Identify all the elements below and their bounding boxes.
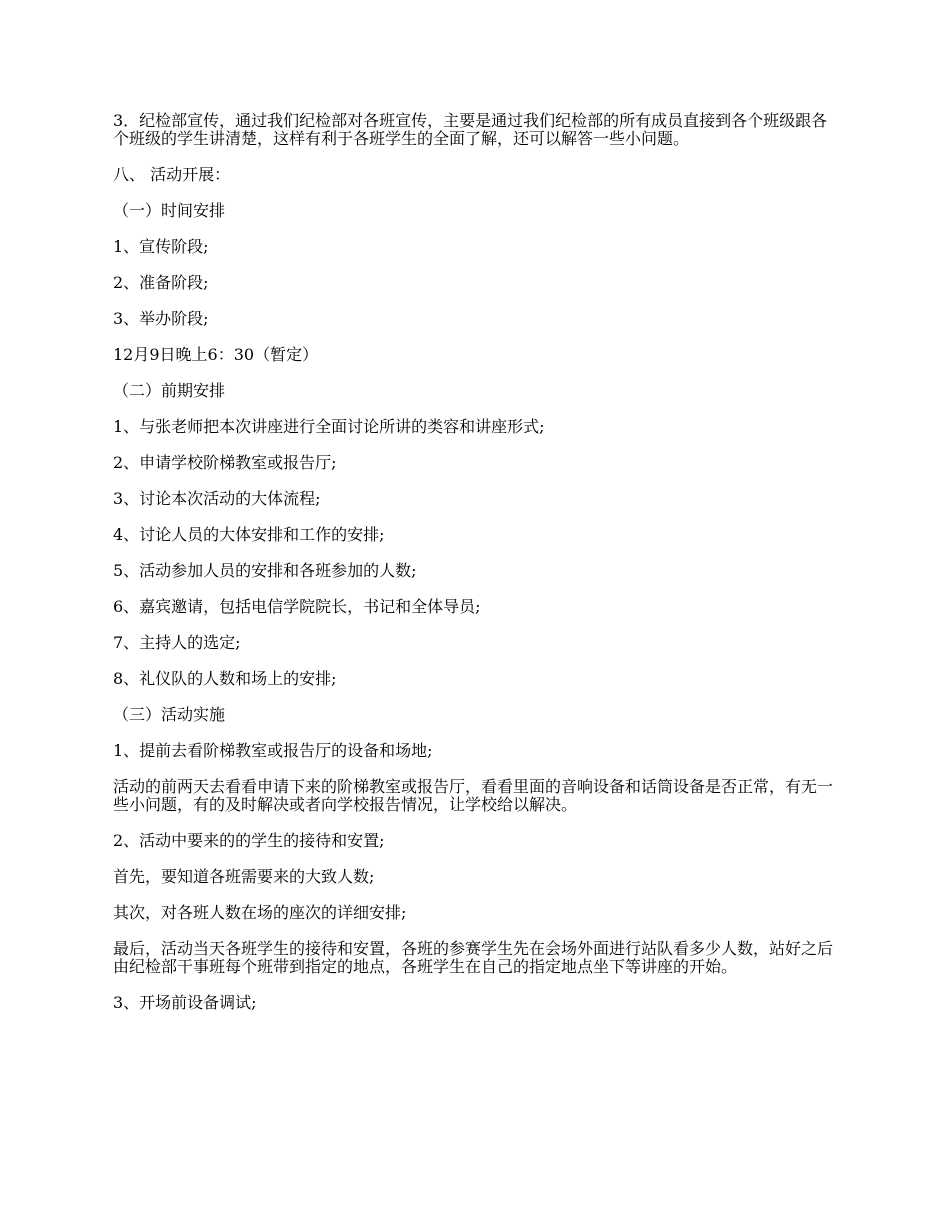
paragraph-finally: 最后，活动当天各班学生的接待和安置，各班的参赛学生先在会场外面进行站队看多少人数，站好之后由纪检部干事班每个班带到指定的地点，各班学生在自己的指定地点坐下等讲座的开始。 <box>113 939 834 976</box>
list-item: 3、举办阶段; <box>113 309 209 328</box>
paragraph-second: 其次，对各班人数在场的座次的详细安排; <box>113 903 407 922</box>
list-item: 5、活动参加人员的安排和各班参加的人数; <box>113 561 417 580</box>
section-heading-activity: 八、 活动开展： <box>113 165 231 184</box>
list-item: 2、申请学校阶梯教室或报告厅; <box>113 453 337 472</box>
subheading-schedule: （一）时间安排 <box>113 201 226 220</box>
list-item: 1、提前去看阶梯教室或报告厅的设备和场地; <box>113 741 433 760</box>
list-item: 6、嘉宾邀请，包括电信学院院长，书记和全体导员; <box>113 597 481 616</box>
event-date: 12月9日晚上6：30（暂定） <box>113 345 319 364</box>
paragraph-first: 首先，要知道各班需要来的大致人数; <box>113 867 375 886</box>
list-item: 4、讨论人员的大体安排和工作的安排; <box>113 525 385 544</box>
list-item: 2、活动中要来的的学生的接待和安置; <box>113 831 385 850</box>
list-item: 2、准备阶段; <box>113 273 209 292</box>
document-page <box>113 112 843 1030</box>
list-item: 3、开场前设备调试; <box>113 993 257 1012</box>
subheading-preparation: （二）前期安排 <box>113 381 226 400</box>
paragraph-publicity-method: 3．纪检部宣传，通过我们纪检部对各班宣传，主要是通过我们纪检部的所有成员直接到各个班级跟各个班级的学生讲清楚，这样有利于各班学生的全面了解，还可以解答一些小问题。 <box>113 111 828 148</box>
subheading-implementation: （三）活动实施 <box>113 705 226 724</box>
paragraph-venue-check: 活动的前两天去看看申请下来的阶梯教室或报告厅，看看里面的音响设备和话筒设备是否正常，有无一些小问题，有的及时解决或者向学校报告情况，让学校给以解决。 <box>113 777 834 814</box>
list-item: 7、主持人的选定; <box>113 633 241 652</box>
list-item: 3、讨论本次活动的大体流程; <box>113 489 321 508</box>
list-item: 1、宣传阶段; <box>113 237 209 256</box>
list-item: 1、与张老师把本次讲座进行全面讨论所讲的类容和讲座形式; <box>113 417 545 436</box>
list-item: 8、礼仪队的人数和场上的安排; <box>113 669 337 688</box>
